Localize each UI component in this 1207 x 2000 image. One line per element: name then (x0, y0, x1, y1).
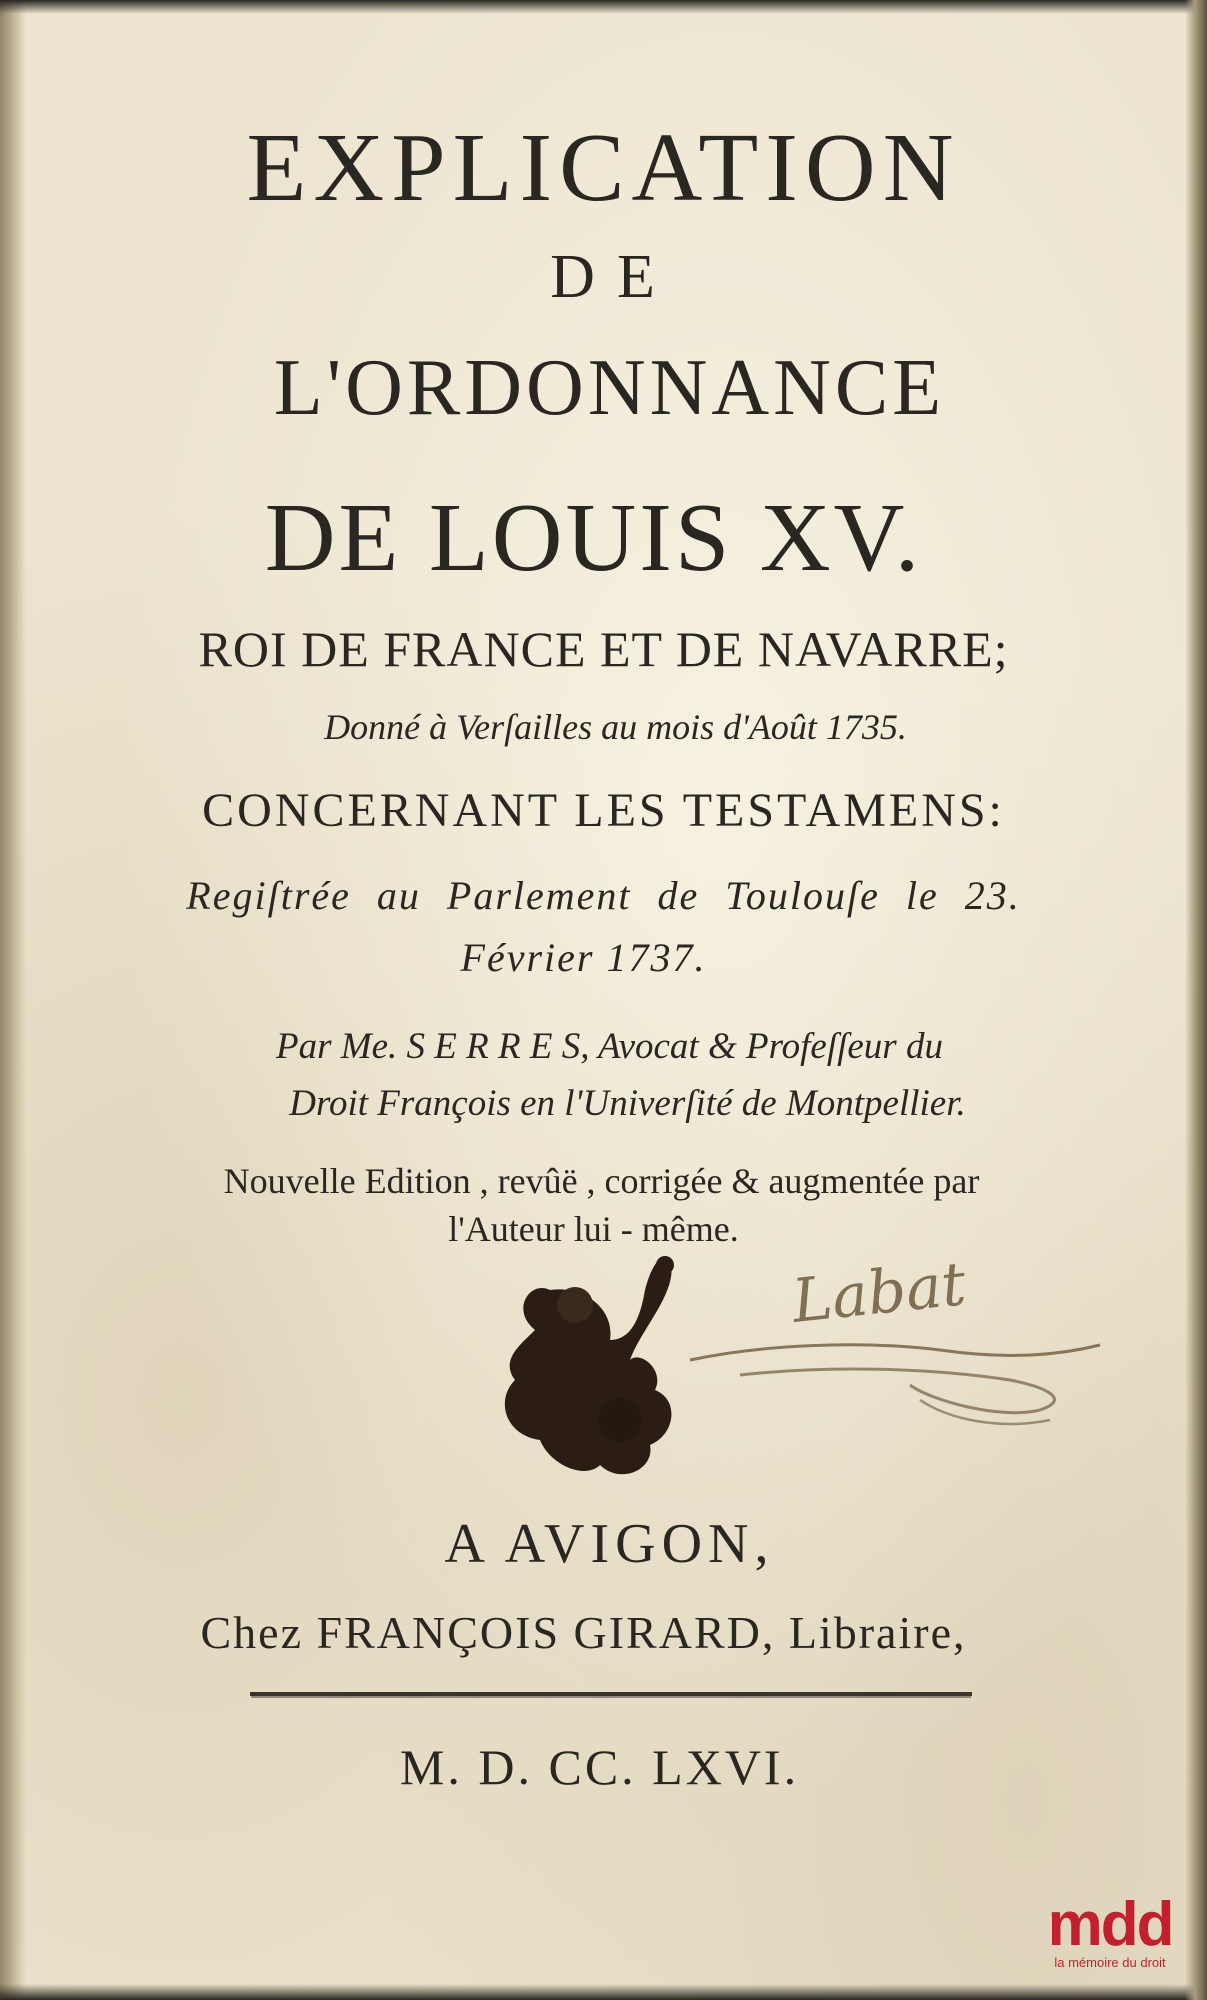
title-line-de: DE (550, 243, 677, 311)
imprint-place: A AVIGON, (444, 1513, 775, 1575)
logo-mark: mdd (1047, 1890, 1173, 1959)
title-line-explication: EXPLICATION (246, 114, 961, 222)
registered-line-1: Regiſtrée au Parlement de Toulouſe le 23. (186, 873, 1021, 918)
title-line-ordonnance: L'ORDONNANCE (273, 344, 946, 432)
page-bottom-edge (0, 1984, 1207, 2000)
given-at-line: Donné à Verſailles au mois d'Août 1735. (324, 707, 907, 747)
imprint-publisher: Chez FRANÇOIS GIRARD, Libraire, (200, 1607, 967, 1658)
author-line-2: Droit François en l'Univerſité de Montpellier. (289, 1083, 966, 1124)
page-top-edge (0, 0, 1207, 14)
edition-line-1: Nouvelle Edition , revûë , corrigée & augmentée par (223, 1161, 980, 1201)
subject-line: CONCERNANT LES TESTAMENS: (202, 784, 1005, 837)
author-line-1: Par Me. S E R R E S, Avocat & Profeſſeur du (276, 1026, 943, 1067)
signature: Labat (788, 1249, 970, 1337)
edition-line-2: l'Auteur lui - même. (448, 1209, 739, 1249)
registered-line-2: Février 1737. (460, 935, 707, 980)
logo-subtitle: la mémoire du droit (1054, 1955, 1166, 1970)
ink-blot (490, 1250, 710, 1500)
imprint-year: M. D. CC. LXVI. (399, 1739, 800, 1795)
title-line-louis-xv: DE LOUIS XV. (264, 484, 923, 592)
mdd-logo (1035, 1890, 1185, 1974)
title-line-roi: ROI DE FRANCE ET DE NAVARRE; (198, 621, 1009, 677)
imprint-rule (250, 1692, 972, 1696)
